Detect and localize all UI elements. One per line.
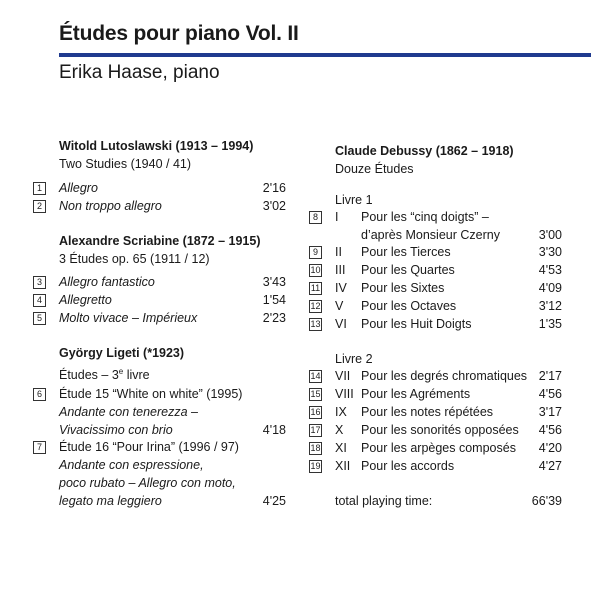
track-time: 4'27 [538, 459, 562, 473]
track-title: Pour les notes répétées [361, 405, 494, 419]
track-number: 9 [309, 246, 322, 259]
track-number: 5 [33, 312, 46, 325]
track-title: Pour les sonorités opposées [361, 423, 519, 437]
track-number: 7 [33, 441, 46, 454]
track-time: 3'30 [538, 245, 562, 259]
track-time: 2'17 [538, 369, 562, 383]
work-ligeti: Études – 3e livre [59, 367, 150, 382]
track-title: Pour les accords [361, 459, 455, 473]
track-time: 4'53 [538, 263, 562, 277]
track-title: Pour les Agréments [361, 387, 471, 401]
track-title: Non troppo allegro [59, 199, 162, 213]
livre-2-label: Livre 2 [335, 352, 373, 366]
track-title: Allegretto [59, 293, 112, 307]
title-rule [59, 53, 591, 57]
track-time: 3'12 [538, 299, 562, 313]
roman-numeral: V [335, 299, 344, 313]
track-time: 4'18 [262, 423, 286, 437]
track-number: 6 [33, 388, 46, 401]
roman-numeral: III [335, 263, 346, 277]
track-tempo: legato ma leggiero [59, 494, 162, 508]
track-number: 1 [33, 182, 46, 195]
track-number: 3 [33, 276, 46, 289]
track-title: Allegro fantastico [59, 275, 155, 289]
track-title: Pour les Quartes [361, 263, 455, 277]
track-number: 11 [310, 283, 321, 293]
roman-numeral: XI [335, 441, 347, 455]
roman-numeral: I [335, 210, 339, 224]
roman-numeral: II [335, 245, 342, 259]
track-number: 10 [310, 265, 321, 275]
track-number: 13 [310, 319, 321, 329]
track-time: 3'00 [538, 228, 562, 242]
track-time: 4'09 [538, 281, 562, 295]
roman-numeral: IV [335, 281, 347, 295]
track-title: Pour les Tierces [361, 245, 451, 259]
composer-ligeti: György Ligeti (*1923) [59, 346, 185, 360]
roman-numeral: VII [335, 369, 351, 383]
track-time: 1'35 [538, 317, 562, 331]
track-number: 17 [310, 425, 321, 435]
track-time: 4'25 [262, 494, 286, 508]
track-number: 4 [33, 294, 46, 307]
track-title: Pour les Sixtes [361, 281, 445, 295]
track-number: 18 [310, 443, 321, 453]
track-tempo: Andante con tenerezza – [59, 405, 198, 419]
composer-debussy: Claude Debussy (1862 – 1918) [335, 144, 514, 158]
work-debussy: Douze Études [335, 162, 414, 176]
total-playing-time-label: total playing time: [335, 494, 433, 508]
track-number: 12 [310, 301, 321, 311]
composer-scriabine: Alexandre Scriabine (1872 – 1915) [59, 234, 261, 248]
track-tempo: Vivacissimo con brio [59, 423, 173, 437]
track-time: 1'54 [262, 293, 286, 307]
track-title: Pour les Octaves [361, 299, 457, 313]
track-title: Étude 16 “Pour Irina” (1996 / 97) [59, 440, 239, 454]
track-time: 3'02 [262, 199, 286, 213]
track-time: 3'43 [262, 275, 286, 289]
roman-numeral: X [335, 423, 344, 437]
roman-numeral: IX [335, 405, 347, 419]
track-number: 15 [310, 389, 321, 399]
track-title: Pour les degrés chromatiques [361, 369, 528, 383]
track-number: 8 [309, 211, 322, 224]
roman-numeral: VI [335, 317, 347, 331]
track-title: Pour les arpèges composés [361, 441, 516, 455]
roman-numeral: XII [335, 459, 351, 473]
track-number: 16 [310, 407, 321, 417]
livre-1-label: Livre 1 [335, 193, 373, 207]
total-playing-time: 66'39 [531, 494, 562, 508]
track-number: 14 [310, 371, 321, 381]
track-title: Pour les “cinq doigts” – [361, 210, 489, 224]
work-scriabine: 3 Études op. 65 (1911 / 12) [59, 252, 210, 266]
track-time: 2'16 [262, 181, 286, 195]
track-title-cont: d’après Monsieur Czerny [361, 228, 500, 242]
track-number: 2 [33, 200, 46, 213]
track-time: 4'56 [538, 423, 562, 437]
track-time: 3'17 [538, 405, 562, 419]
track-title: Étude 15 “White on white” (1995) [59, 387, 243, 401]
work-lutoslawski: Two Studies (1940 / 41) [59, 157, 192, 171]
track-time: 4'20 [538, 441, 562, 455]
track-time: 2'23 [262, 311, 286, 325]
performer: Erika Haase, piano [59, 62, 220, 83]
roman-numeral: VIII [335, 387, 354, 401]
track-title: Pour les Huit Doigts [361, 317, 472, 331]
composer-lutoslawski: Witold Lutoslawski (1913 – 1994) [59, 139, 254, 153]
track-tempo: Andante con espressione, [59, 458, 204, 472]
track-time: 4'56 [538, 387, 562, 401]
track-tempo: poco rubato – Allegro con moto, [59, 476, 236, 490]
album-title: Études pour piano Vol. II [59, 22, 299, 45]
track-title: Molto vivace – Impérieux [59, 311, 198, 325]
track-number: 19 [310, 461, 321, 471]
track-title: Allegro [59, 181, 98, 195]
